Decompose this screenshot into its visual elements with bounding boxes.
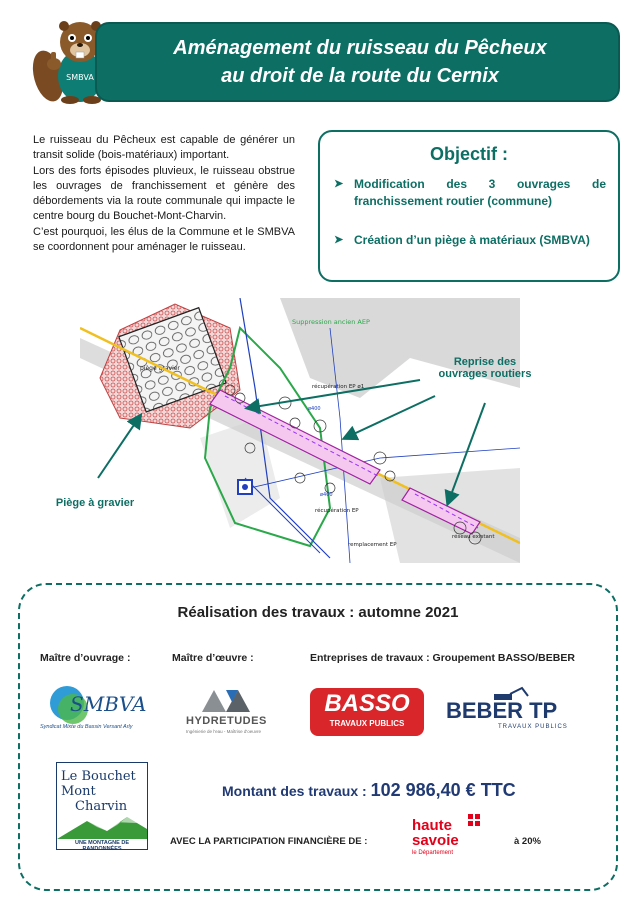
hydretudes-triangles-icon [186, 688, 280, 714]
entreprises-label: Entreprises de travaux : Groupement BASSO/BEBER [310, 652, 575, 664]
montant-value: 102 986,40 € TTC [370, 780, 516, 800]
haute-savoie-line-1: haute [412, 817, 453, 834]
site-plan-map [80, 298, 520, 563]
title-line-2: au droit de la route du Cernix [221, 65, 499, 87]
smbva-logo-text: SMBVA [70, 692, 147, 716]
intro-paragraph-1: Le ruisseau du Pêcheux est capable de générer un transit solide (bois-matériaux) important. [33, 134, 295, 162]
hydretudes-logo-subtitle: Ingénierie de l'eau - Maîtrise d'oeuvre [186, 729, 262, 734]
travaux-title: Réalisation des travaux : automne 2021 [177, 604, 459, 621]
map-label-piege: piège gravier [140, 365, 180, 372]
haute-savoie-line-2: savoie [412, 832, 459, 849]
svg-text:SMBVA: SMBVA [66, 73, 94, 82]
objectif-item-text: Création d’un piège à matériaux (SMBVA) [354, 233, 590, 247]
page-title [110, 34, 610, 90]
intro-text [33, 133, 295, 255]
bouchet-logo-line-2: Mont [61, 784, 96, 799]
map-label-recup-top: récupération EP ø1 [312, 384, 365, 390]
haute-savoie-line-3: le Département [412, 850, 454, 856]
title-line-1: Aménagement du ruisseau du Pêcheux [173, 37, 547, 59]
intro-paragraph-3: C’est pourquoi, les élus de la Commune et le SMBVA se coordonnent pour aménager le ruisseau. [33, 225, 295, 254]
participation-label: AVEC LA PARTICIPATION FINANCIÈRE DE : [170, 836, 368, 847]
objectif-title: Objectif : [429, 144, 508, 164]
hydretudes-logo [186, 688, 280, 738]
maitre-oeuvre-label: Maître d’œuvre : [172, 652, 254, 664]
basso-logo-text: BASSO [324, 690, 410, 717]
maitre-ouvrage-label: Maître d’ouvrage : [40, 652, 131, 664]
map-label-reseau: réseau existant [452, 534, 495, 540]
arrow-bullet-icon: ➤ [334, 234, 344, 246]
objectif-item-text: Modification des 3 ouvrages de franchissement routier (commune) [354, 177, 606, 208]
beber-tp-logo [444, 686, 576, 736]
arrow-bullet-icon: ➤ [334, 178, 344, 190]
callout-piege-gravier: Piège à gravier [55, 497, 135, 509]
mountain-icon [57, 815, 147, 839]
montant-travaux [222, 780, 516, 801]
bouchet-logo-subtitle: UNE MONTAGNE DE RANDONNÉES [75, 840, 129, 852]
montant-label: Montant des travaux : [222, 783, 371, 799]
participation-percent: à 20% [514, 836, 541, 847]
map-label-d2: ø400 [320, 492, 333, 498]
objectif-item [336, 232, 606, 249]
beber-tp-logo-text: BEBER TP [446, 698, 558, 723]
smbva-logo [40, 686, 150, 736]
beber-tp-logo-subtitle: TRAVAUX PUBLICS [498, 724, 568, 730]
bouchet-mont-charvin-logo [56, 762, 148, 850]
hydretudes-logo-text: HYDRETUDES [186, 715, 267, 727]
haute-savoie-logo [412, 814, 482, 862]
map-label-remplacement: remplacement EP [348, 542, 397, 548]
intro-paragraph-2: Lors des forts épisodes pluvieux, le ruisseau obstrue les ouvrages de franchissement et génère des débordements via la route communale qui impacte le centre bourg du Bouchet-Mont-Charvin. [33, 164, 295, 223]
bouchet-logo-line-3: Charvin [75, 799, 128, 814]
map-label-recup: récupération EP [315, 508, 359, 514]
smbva-logo-subtitle: Syndicat Mixte du Bassin Versant Arly [40, 724, 133, 730]
map-label-suppression: Suppression ancien AEP [292, 318, 370, 326]
objectif-item [336, 176, 606, 210]
haute-savoie-cross-icon [468, 814, 480, 826]
callout-reprise-ouvrages: Reprise des ouvrages routiers [438, 356, 532, 380]
basso-logo [310, 688, 424, 736]
map-label-d1: ø400 [308, 406, 321, 412]
bouchet-logo-line-1: Le Bouchet [61, 769, 136, 784]
basso-logo-subtitle: TRAVAUX PUBLICS [329, 719, 405, 728]
